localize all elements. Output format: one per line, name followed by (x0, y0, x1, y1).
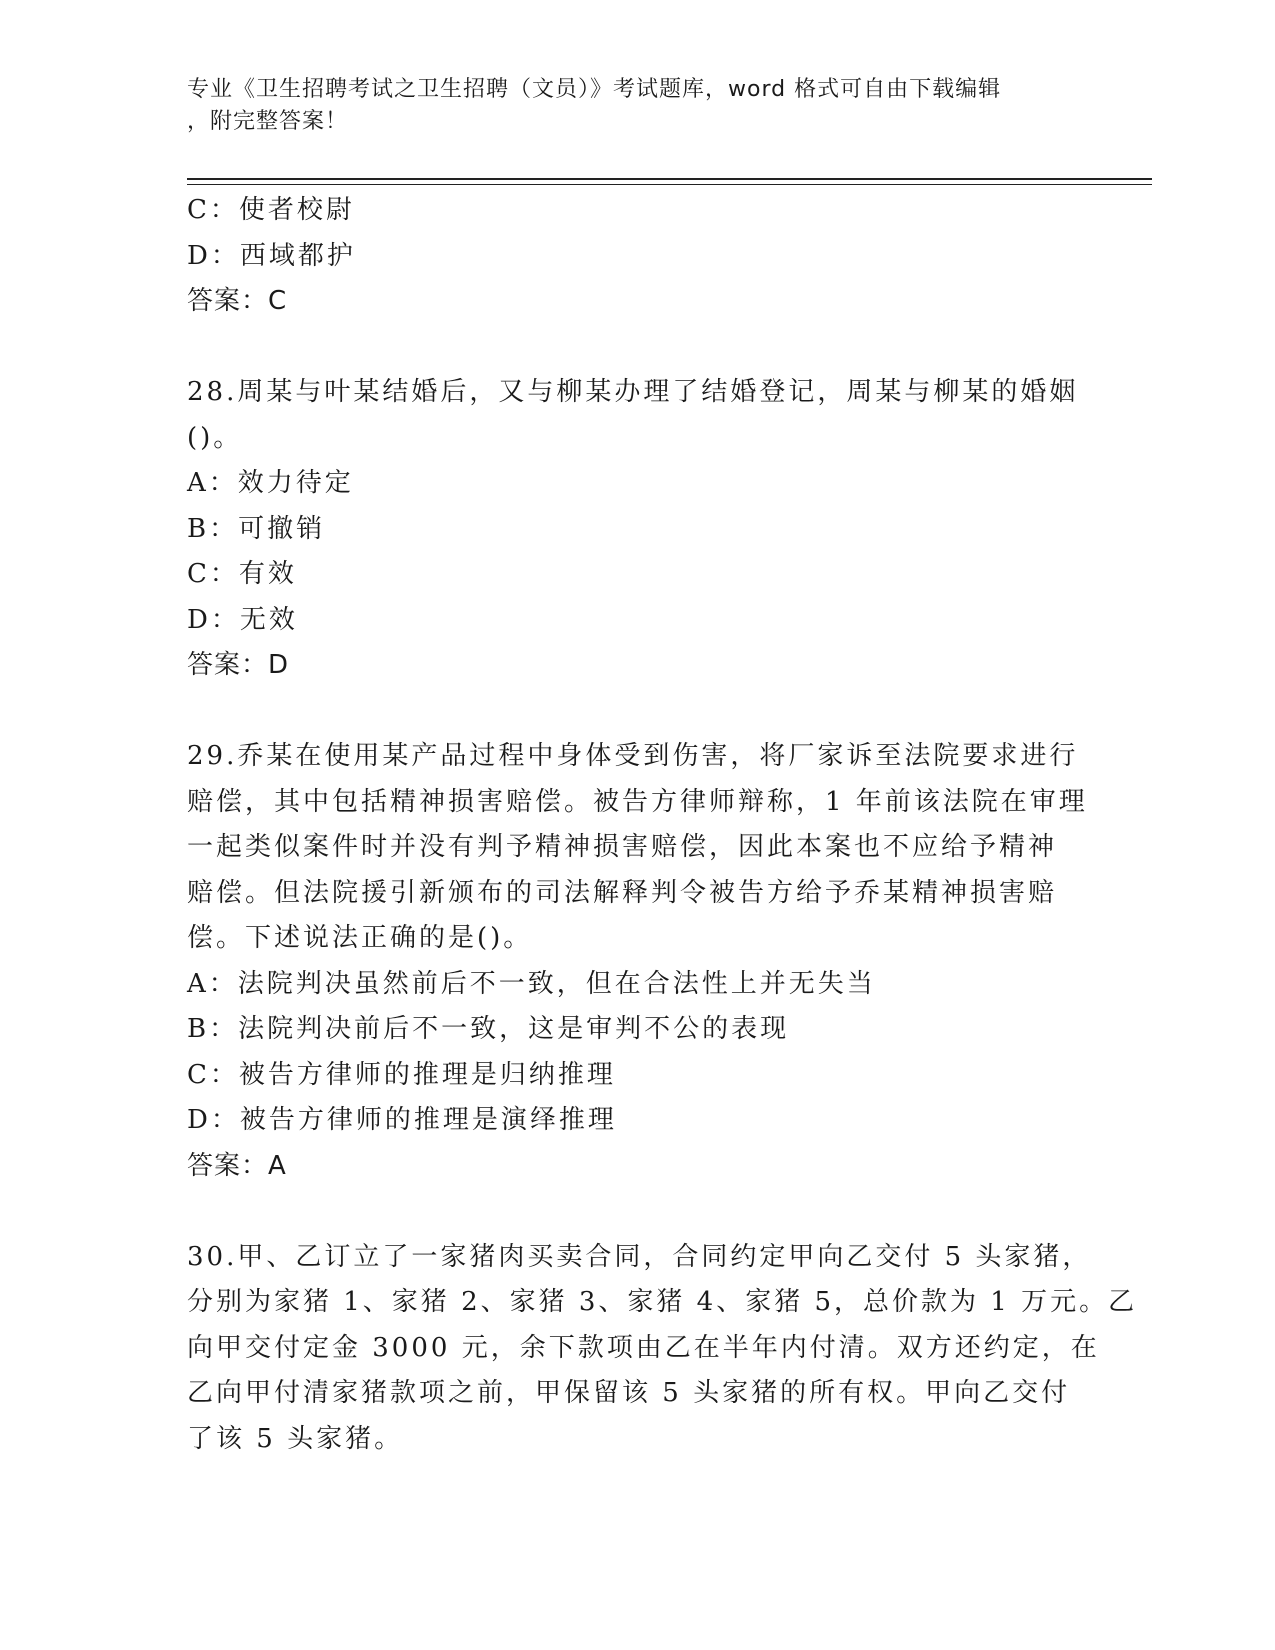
question-stem-line: 赔偿，其中包括精神损害赔偿。被告方律师辩称，1 年前该法院在审理 (187, 786, 1088, 817)
question-28 (187, 370, 1087, 689)
document-header: 专业《卫生招聘考试之卫生招聘（文员）》考试题库，word 格式可自由下载编辑 ，附完整答案！ (187, 77, 1002, 134)
answer-line: 答案：C (187, 286, 288, 316)
question-stem-line: 30.甲、乙订立了一家猪肉买卖合同，合同约定甲向乙交付 5 头家猪， (187, 1241, 1092, 1272)
question-stem-line: 分别为家猪 1、家猪 2、家猪 3、家猪 4、家猪 5，总价款为 1 万元。乙 (187, 1287, 1138, 1317)
option-d: D：无效 (187, 604, 298, 635)
answer-line: 答案：D (187, 650, 290, 680)
option-a: A：法院判决虽然前后不一致，但在合法性上并无失当 (187, 968, 876, 999)
option-c: C：有效 (187, 559, 297, 589)
option-b: B：可撤销 (187, 513, 326, 544)
option-d: D：西域都护 (187, 240, 356, 271)
option-a: A：效力待定 (187, 468, 354, 498)
header-divider-thick (187, 178, 1152, 180)
question-stem-line: 偿。下述说法正确的是()。 (187, 923, 533, 953)
question-30 (187, 1235, 1138, 1463)
question-29 (187, 734, 1087, 1189)
question-stem-line: 29.乔某在使用某产品过程中身体受到伤害，将厂家诉至法院要求进行 (187, 741, 1079, 771)
option-d: D：被告方律师的推理是演绎推理 (187, 1105, 617, 1135)
document-body (187, 188, 1138, 1462)
option-b: B：法院判决前后不一致，这是审判不公的表现 (187, 1014, 790, 1044)
question-stem-line: 乙向甲付清家猪款项之前，甲保留该 5 头家猪的所有权。甲向乙交付 (187, 1378, 1071, 1408)
question-stem-line: 28.周某与叶某结婚后，又与柳某办理了结婚登记，周某与柳某的婚姻 (187, 377, 1079, 407)
question-stem-line: 向甲交付定金 3000 元，余下款项由乙在半年内付清。双方还约定，在 (187, 1332, 1100, 1363)
spacer (187, 325, 1087, 371)
answer-line: 答案：A (187, 1150, 287, 1181)
option-c: C：被告方律师的推理是归纳推理 (187, 1059, 616, 1090)
question-stem-line: 赔偿。但法院援引新颁布的司法解释判令被告方给予乔某精神损害赔 (187, 877, 1058, 908)
spacer (187, 1189, 1087, 1235)
header-divider-thin (187, 184, 1152, 185)
spacer (187, 689, 1087, 735)
question-stem-line: ()。 (187, 422, 243, 453)
question-stem-line: 了该 5 头家猪。 (187, 1423, 404, 1454)
option-c: C：使者校尉 (187, 195, 355, 225)
question-stem-line: 一起类似案件时并没有判予精神损害赔偿，因此本案也不应给予精神 (187, 832, 1058, 862)
